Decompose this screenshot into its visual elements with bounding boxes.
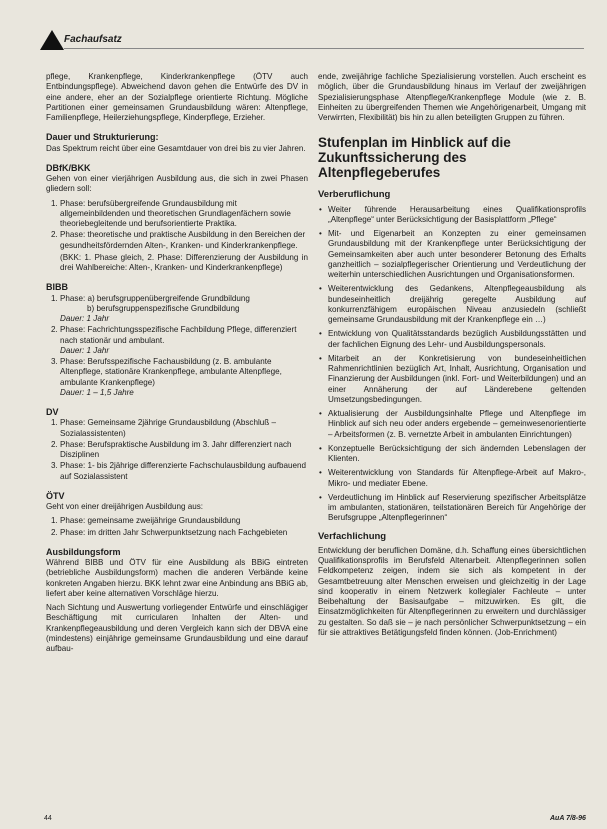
heading-dauer: Dauer und Strukturierung: <box>46 132 159 143</box>
left-column <box>46 72 308 658</box>
intro-paragraph: pflege, Krankenpflege, Kinderkrankenpflege (ÖTV auch Entbindungspflege). Abweichend davon gehen die Entwürfe des DV in eine andere, eher an der Sozialpflege orientierte Richtung. Mögliche Partitionen einer gemeinsamen Grundausbildung wären: Altenpflege, Familienpflege, Heilerziehungspflege, Kinderpflege, Erzieher. <box>46 72 308 122</box>
heading-ausbildungsform: Ausbildungsform <box>46 546 121 557</box>
bibb-phase-2: 2. Phase: Fachrichtungsspezifische Fachbildung Pflege, differenziert nach stationär und ambulant. <box>60 325 297 345</box>
list-item: 3. Phase: 1- bis 2jährige differenzierte Fachschulausbildung aufbauend auf Sozialassistent <box>60 461 308 482</box>
triangle-logo-icon <box>40 30 64 50</box>
otv-list <box>46 516 308 538</box>
bibb-phase-1a: 1. Phase: a) berufsgruppenübergreifende Grundbildung <box>60 293 250 303</box>
list-item <box>60 325 308 356</box>
heading-dv: DV <box>46 407 59 417</box>
list-item: 1. Phase: Gemeinsame 2jährige Grundausbildung (Abschluß – Sozialassistenten) <box>60 418 308 439</box>
list-item: 1. Phase: berufsübergreifende Grundausbildung mit allgemeinbildenden und theoretischen Grundlagenfächern sowie theoriebegleitende und berufsorientierte Praktika. <box>60 199 308 230</box>
bullet-item: • Aktualisierung der Ausbildungsinhalte Pflege und Altenpflege im Hinblick auf sich neu oder anders ergebende – gemeinwesenorientierte – Arbeitsformen (z. B. vernetzte Arbeit in ambulanten Einrichtungen) <box>328 409 586 440</box>
heading-verberuflichung: Verberuflichung <box>318 189 391 201</box>
heading-dbfk: DBfK/BKK <box>46 162 91 173</box>
list-item: 2. Phase: theoretische und praktische Ausbildung in den Bereichen der gesundheitsfördernden Alten-, Kranken- und Kinderkrankenpflege. <box>60 230 308 251</box>
bullet-item: • Mitarbeit an der Konkretisierung von bundeseinheitlichen Rahmenrichtlinien bezüglich Art, Inhalt, Ausrichtung, Organisation und Finanzierung der Ausbildungen (inkl. Fort- und Weiterbildungen) und an einer Annäherung der auf Länderebene geltenden Umsetzungsbedingungen. <box>328 354 586 405</box>
section-label: Fachaufsatz <box>64 34 122 45</box>
list-item: 2. Phase: im dritten Jahr Schwerpunktsetzung nach Fachgebieten <box>60 528 308 538</box>
bullet-item: • Mit- und Eigenarbeit an Konzepten zu einer gemeinsamen Grundausbildung mit der Krankenpflege unter Berücksichtigung der Gemeinsamkeiten aber auch unter besonderer Betonung des Erhalts ganzheitlich – sozialpflegerischer Orientierung und Verdeutlichung der weiterhin unterschiedlichen Ausrichtungen und Organisationsformen. <box>328 229 586 280</box>
dv-list <box>46 418 308 482</box>
right-column <box>318 72 586 642</box>
verberuflichung-list <box>318 205 586 524</box>
page-header <box>28 28 588 54</box>
paragraph-ausbildungsform-2: Nach Sichtung und Auswertung vorliegender Entwürfe und einschlägiger Beschäftigung mit curricularen Inhalten der Alten- und Krankenpflegeausbildung und deren Vergleich kann sich der DBVA eine (mindestens) einjährige gemeinsame Grundausbildung und eine darauf aufbau- <box>46 603 308 653</box>
paragraph-otv: Geht von einer dreijährigen Ausbildung aus: <box>46 502 204 511</box>
bullet-item: • Entwicklung von Qualitätsstandards bezüglich Ausbildungsstätten und der fachlichen Eignung des Lehr- und Ausbildungspersonals. <box>328 329 586 350</box>
heading-verfachlichung: Verfachlichung <box>318 530 387 542</box>
journal-reference: AuA 7/8-96 <box>550 815 586 822</box>
bibb-phase-1b: b) berufsgruppenspezifische Grundbildung <box>87 303 240 313</box>
bibb-list <box>46 294 308 399</box>
dbfk-list <box>46 199 308 251</box>
paragraph-dauer: Das Spektrum reicht über eine Gesamtdauer von drei bis zu vier Jahren. <box>46 143 306 153</box>
bullet-item: • Weiterentwicklung von Standards für Altenpflege-Arbeit auf Makro-, Mikro- und mediater Ebene. <box>328 468 586 489</box>
heading-otv: ÖTV <box>46 490 65 501</box>
right-intro-paragraph: ende, zweijährige fachliche Spezialisierung vorstellen. Auch erscheint es möglich, über die Grundausbildung hinaus im Verlauf der zweijährigen Spezialisierungsphase Altenpflege/Krankenpflege Module (wie z. B. Einheiten zu übergreifenden Themen wie Angehörigenarbeit, Umgang mit Verwirrten, Flexibilität) bis hin zu allen beteiligten Gruppen zu führen. <box>318 72 586 122</box>
bibb-duration-3: Dauer: 1 – 1,5 Jahre <box>60 387 134 397</box>
bibb-duration-1: Dauer: 1 Jahr <box>60 314 110 323</box>
list-item <box>60 357 308 398</box>
bibb-phase-3: 3. Phase: Berufsspezifische Fachausbildung (z. B. ambulante Altenpflege, stationäre Krankenpflege, ambulante Altenpflege, ambulante Krankenpflege) <box>60 357 282 387</box>
heading-bibb: BIBB <box>46 282 68 293</box>
bullet-item: • Verdeutlichung im Hinblick auf Reservierung spezifischer Arbeitsplätze im ambulanten, stationären, teilstationären Bereich für Angehörige der Berufsgruppe „Altenpflegerinnen“ <box>328 493 586 524</box>
paragraph-dbfk: Gehen von einer vierjährigen Ausbildung aus, die sich in zwei Phasen gliedern soll: <box>46 174 308 194</box>
bullet-item: • Weiterentwicklung des Gedankens, Altenpflegeausbildung als bundeseinheitlich dreijährig geregelte Ausbildung auf konkurrenzfähigem europäischen Niveau anzusiedeln (schließt gemeinsame Grundausbildung mit der Krankenpflege ein …) <box>328 284 586 325</box>
paragraph-ausbildungsform-1: Während BIBB und ÖTV für eine Ausbildung als BBiG eintreten (betriebliche Ausbildungsform) machen die anderen Verbände keine konkreten Angaben hierzu. BKK lehnt zwar eine Anbindung ans BBiG ab, liefert aber keine alternativen Vorschläge hierzu. <box>46 558 308 598</box>
bullet-item: • Weiter führende Herausarbeitung eines Qualifikationsprofils „Altenpflege“ unter Berücksichtigung der Basisplattform „Pflege“ <box>328 205 586 226</box>
header-rule <box>64 48 584 49</box>
list-item <box>60 294 308 325</box>
list-item: 2. Phase: Berufspraktische Ausbildung im 3. Jahr differenziert nach Disziplinen <box>60 440 308 461</box>
dbfk-note: (BKK: 1. Phase gleich, 2. Phase: Differenzierung der Ausbildung in drei Wahlbereiche: Alten-, Kranken- und Kinderkrankenpflege) <box>60 252 308 272</box>
bullet-item: • Konzeptuelle Berücksichtigung der sich ändernden Lebenslagen der Klienten. <box>328 444 586 465</box>
page-number: 44 <box>44 815 52 822</box>
section-title-stufenplan: Stufenplan im Hinblick auf die Zukunftssicherung des Altenpflegeberufes <box>318 135 511 181</box>
paragraph-verfachlichung: Entwicklung der beruflichen Domäne, d.h. Schaffung eines übersichtlichen Qualifikationsprofils im Berufsfeld Altenarbeit. Altenpflegerinnen sollen Feldkompetenz zeigen, indem sie sich als kompetent in der Gesamtbetreuung alter Menschen erweisen und gleichzeitig in der Lage sind kooperativ in einem Netzwerk kollegialer Fachleute – unter Beibehaltung der Basisaufgabe – mitzuwirken. Es gilt, die Einsatzmöglichkeiten für Altenpflegerinnen zu erweitern und durchlässiger zu gestalten. So daß sie – je nach persönlicher Schwerpunktsetzung – ein für sie attraktives Betätigungsfeld finden können. (Job-Enrichment) <box>318 545 586 637</box>
bibb-duration-2: Dauer: 1 Jahr <box>60 345 110 355</box>
list-item: 1. Phase: gemeinsame zweijährige Grundausbildung <box>60 516 308 526</box>
